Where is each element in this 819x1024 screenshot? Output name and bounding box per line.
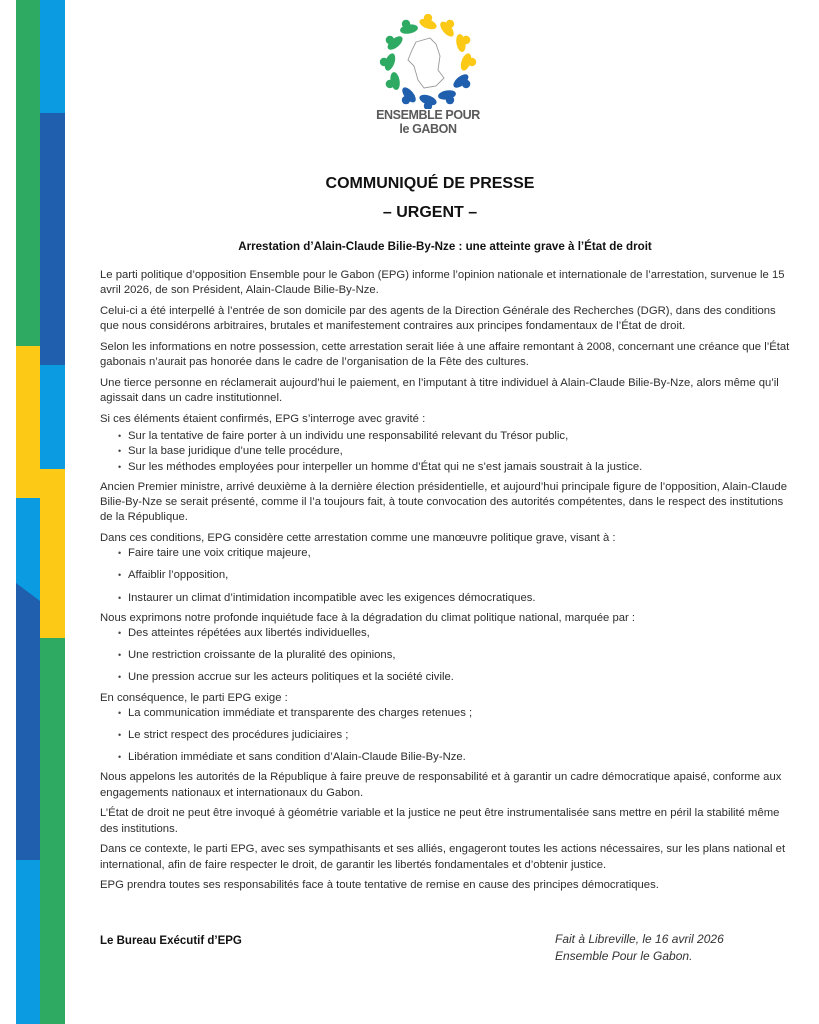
paragraph: En conséquence, le parti EPG exige : <box>100 691 288 704</box>
list-item: • Sur la base juridique d’une telle procédure, <box>118 444 790 459</box>
paragraph: Le parti politique d’opposition Ensemble pour le Gabon (EPG) informe l’opinion nationale et internationale de l’arrestation, survenue le 15 avril 2026, de son Président, Alain-Claude Bilie-By-Nze. <box>100 269 785 297</box>
list-item: • Affaiblir l’opposition, <box>118 568 790 583</box>
logo-figure-head <box>386 36 394 44</box>
urgent-label: – URGENT – <box>382 204 478 221</box>
stripe-yellow <box>16 346 40 498</box>
paragraph: Nous exprimons notre profonde inquiétude face à la dégradation du climat politique national, marquée par : <box>100 611 636 624</box>
concerns-list <box>100 626 790 686</box>
logo-figure-head <box>380 58 388 66</box>
headline: Arrestation d’Alain-Claude Bilie-By-Nze : une atteinte grave à l’État de droit <box>238 240 652 253</box>
paragraph: Selon les informations en notre possession, cette arrestation serait liée à une affaire remontant à 2008, concernant une créance que l’État gabonais n’aurait pas honorée dans le cadre de l’organisation de la Fête des cultures. <box>100 341 790 369</box>
paragraph: Dans ces conditions, EPG considère cette arrestation comme une manœuvre politique grave, visant à : <box>100 532 616 545</box>
list-item: • Faire taire une voix critique majeure, <box>118 546 790 561</box>
logo-line-1: ENSEMBLE POUR <box>376 108 480 122</box>
list-item: • Une restriction croissante de la pluralité des opinions, <box>118 648 790 663</box>
list-item: • Des atteintes répétées aux libertés individuelles, <box>118 626 790 641</box>
paragraph: L’État de droit ne peut être invoqué à géométrie variable et la justice ne peut être instrumentalisée sans mettre en péril la stabilité même des institutions. <box>100 807 780 835</box>
logo-figure-head <box>462 36 470 44</box>
logo-figure-head <box>386 80 394 88</box>
aims-list <box>100 546 790 606</box>
logo-figure-head <box>462 80 470 88</box>
stripe-dark-blue <box>40 113 65 383</box>
logo-figure-head <box>446 96 454 104</box>
paragraph: EPG prendra toutes ses responsabilités face à toute tentative de remise en cause des principes démocratiques. <box>100 879 659 892</box>
list-item: • Le strict respect des procédures judiciaires ; <box>118 728 790 743</box>
stripe-light-blue <box>40 365 65 469</box>
paragraph: Dans ce contexte, le parti EPG, avec ses sympathisants et ses alliés, engageront toutes les actions nécessaires, sur les plans national et international, afin de faire respecter le droit, de garantir les libertés fondamentales et d’obtenir justice. <box>100 843 786 871</box>
demands-list <box>100 706 790 766</box>
paragraph: Nous appelons les autorités de la République à faire preuve de responsabilité et à garantir un cadre démocratique apaisé, conforme aux engagements nationaux et internationaux du Gabon. <box>100 771 782 799</box>
paragraph: Une tierce personne en réclamerait aujourd’hui le paiement, en l’imputant à titre individuel à Alain-Claude Bilie-By-Nze, alors même qu’il agissait dans un cadre institutionnel. <box>100 377 779 405</box>
logo-figure-head <box>468 58 476 66</box>
list-item: • Libération immédiate et sans condition d’Alain-Claude Bilie-By-Nze. <box>118 750 790 765</box>
list-item: • Sur la tentative de faire porter à un individu une responsabilité relevant du Trésor public, <box>118 429 790 444</box>
list-item: • La communication immédiate et transparente des charges retenues ; <box>118 706 790 721</box>
stripe-green <box>40 638 65 1024</box>
press-release-body <box>100 268 790 899</box>
paragraph: Celui-ci a été interpellé à l’entrée de son domicile par des agents de la Direction Générale des Recherches (DGR), dans des conditions que nous considérons arbitraires, brutales et manifestement contraires aux principes fondamentaux de l’État de droit. <box>100 305 776 333</box>
questions-list <box>100 429 790 475</box>
list-item: • Instaurer un climat d’intimidation incompatible avec les exigences démocratiques. <box>118 591 790 606</box>
organization-name: Ensemble Pour le Gabon. <box>555 949 693 963</box>
logo-line-2: le GABON <box>399 122 457 136</box>
list-item: • Une pression accrue sur les acteurs politiques et la société civile. <box>118 670 790 685</box>
stripe-green <box>16 0 40 346</box>
paragraph: Ancien Premier ministre, arrivé deuxième à la dernière élection présidentielle, et aujourd’hui principale figure de l’opposition, Alain-Claude Bilie-By-Nze se serait présenté, comme il l’a toujours fait, à toute convocation des autorités compétentes, dans le respect des institutions de la République. <box>100 480 787 524</box>
place-date: Fait à Libreville, le 16 avril 2026 <box>555 932 724 946</box>
signatory: Le Bureau Exécutif d’EPG <box>100 935 242 947</box>
stripe-yellow <box>40 469 65 638</box>
stripe-dark-blue <box>16 583 40 860</box>
logo-figure-head <box>402 96 410 104</box>
stripe-light-blue <box>40 0 65 113</box>
logo-figure-head <box>446 20 454 28</box>
stripe-light-blue <box>16 860 40 1024</box>
list-item: • Sur les méthodes employées pour interpeller un homme d’État qui ne s’est jamais soustrait à la justice. <box>118 460 790 475</box>
logo-figure-head <box>402 20 410 28</box>
gabon-map-outline <box>408 38 444 88</box>
logo-text <box>340 108 516 136</box>
page-title: COMMUNIQUÉ DE PRESSE <box>325 175 535 192</box>
place-and-date <box>555 931 724 965</box>
ensemble-pour-le-gabon-logo <box>378 14 478 109</box>
logo-figure-head <box>424 14 432 22</box>
paragraph: Si ces éléments étaient confirmés, EPG s’interroge avec gravité : <box>100 413 426 425</box>
